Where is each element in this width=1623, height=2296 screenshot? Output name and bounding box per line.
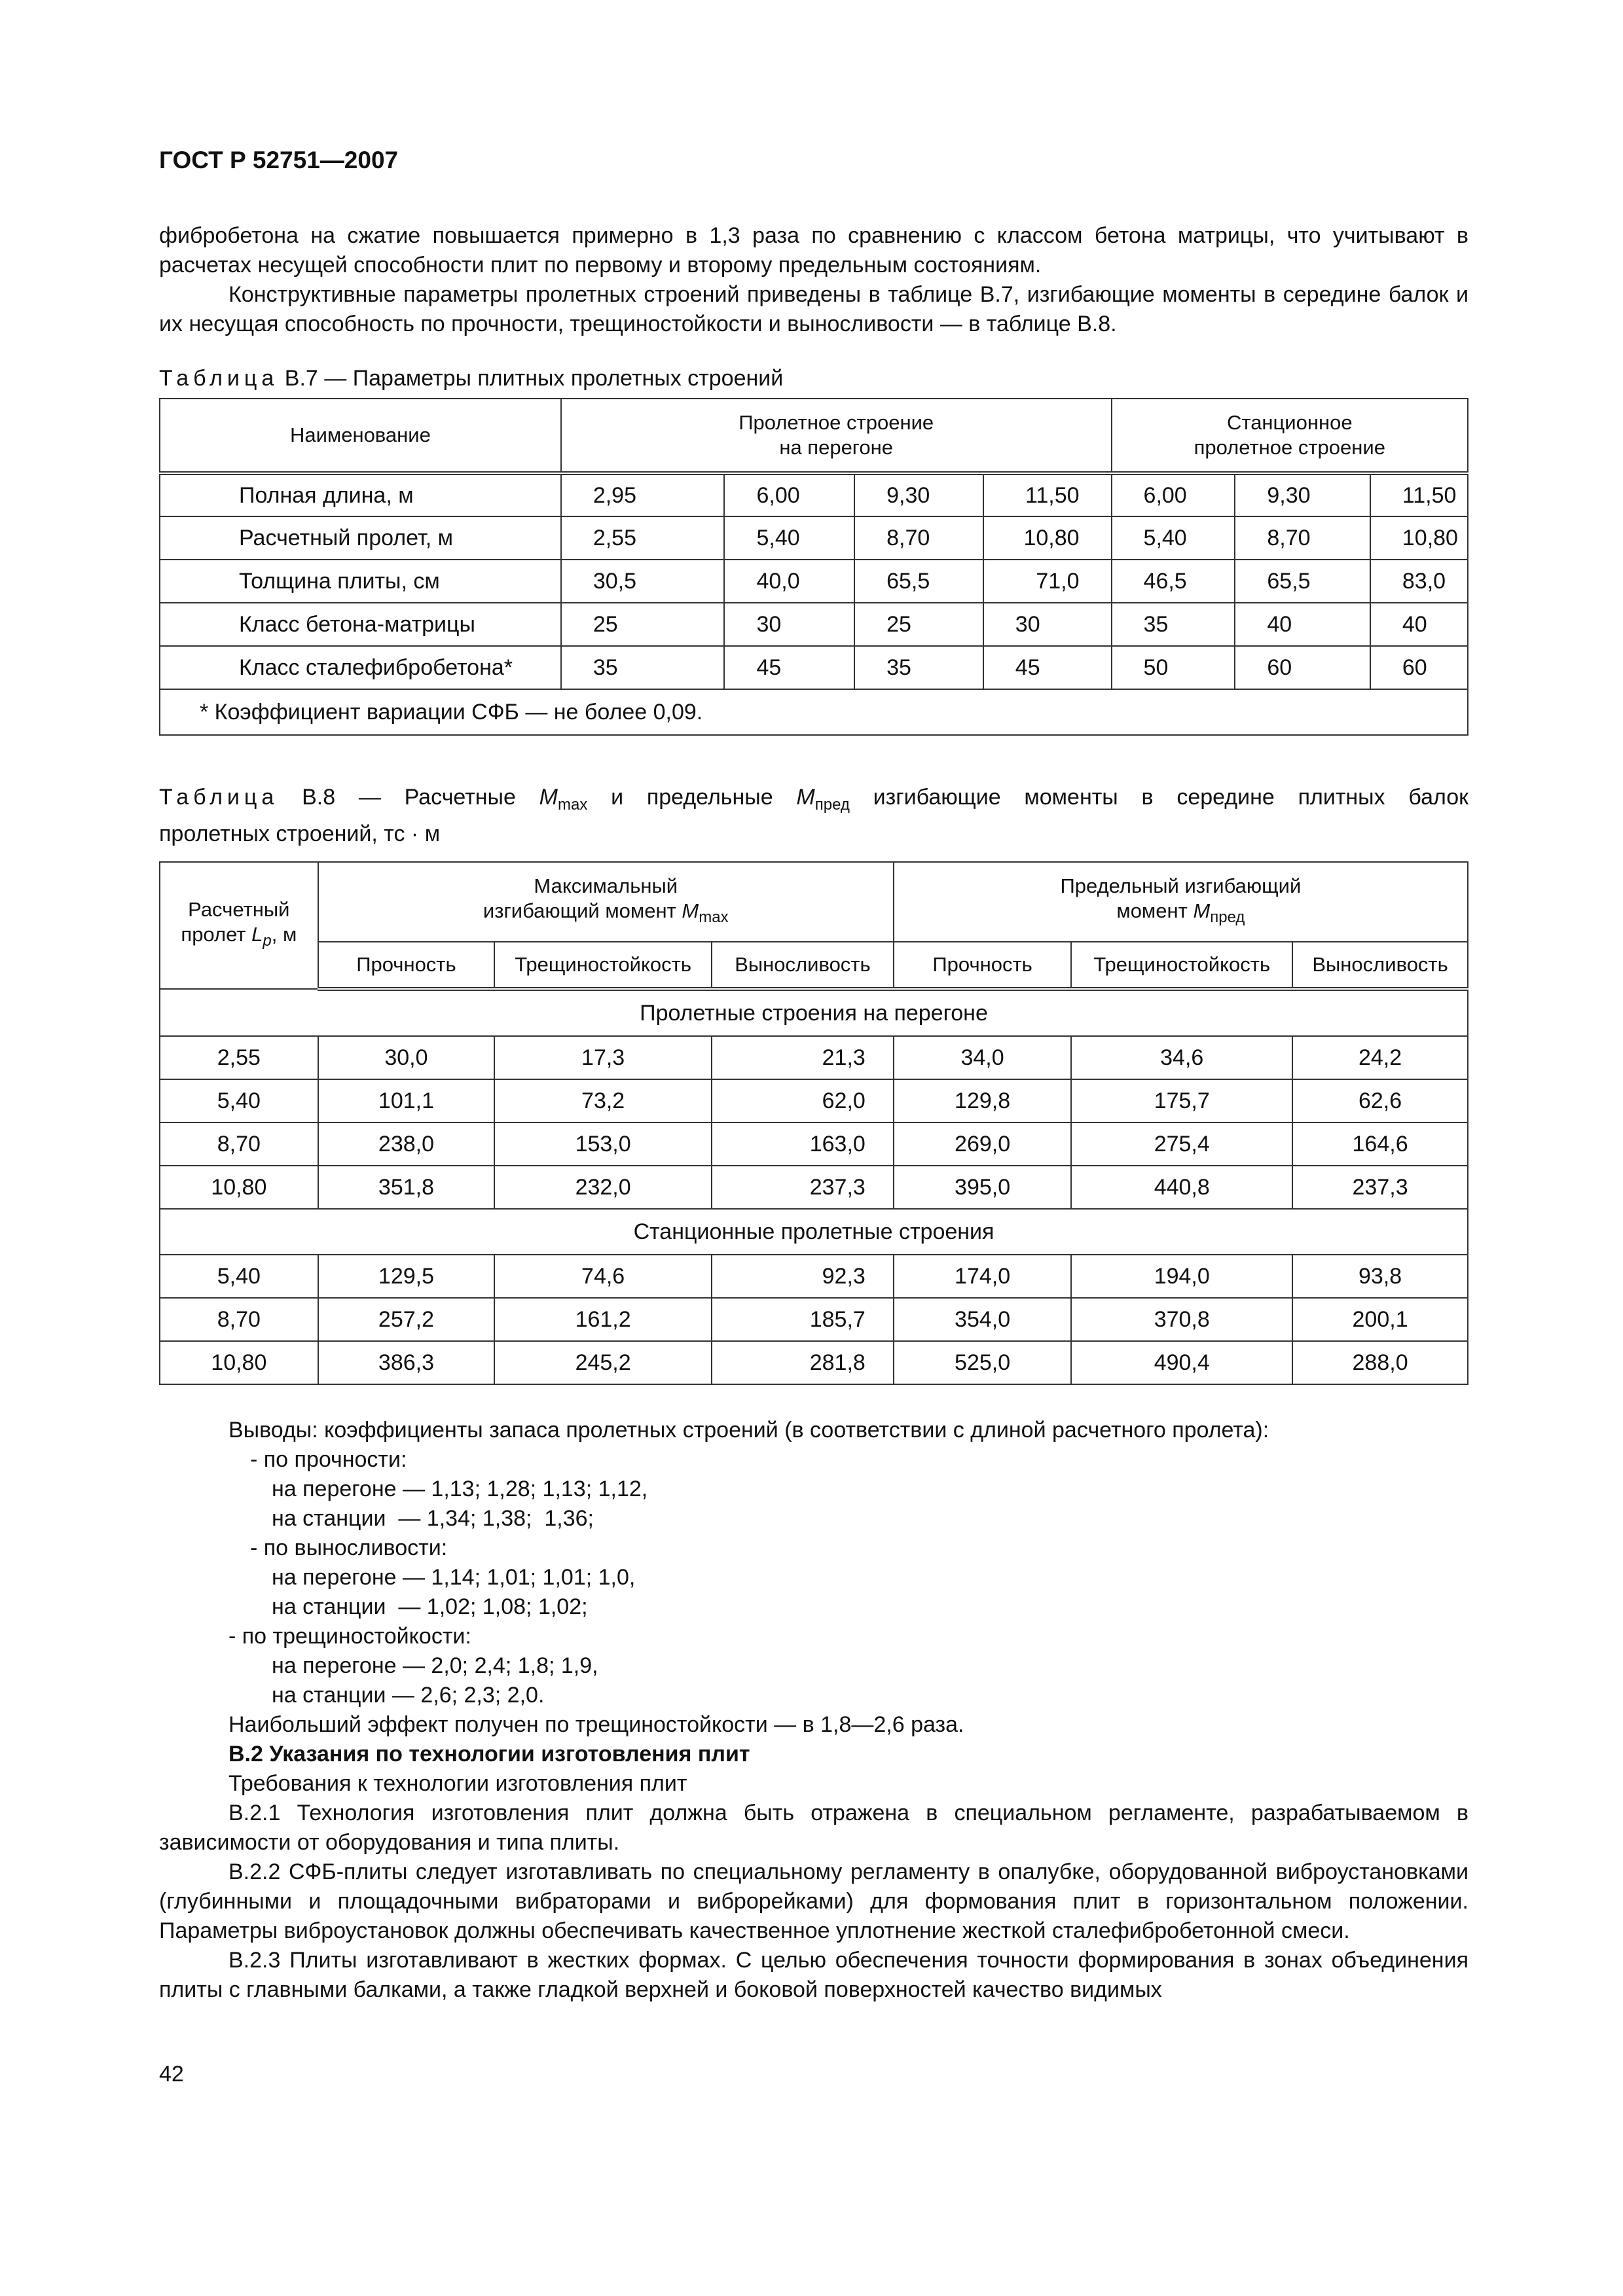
symbol-m: M [1193, 899, 1211, 922]
table-cell: 21,3 [712, 1036, 894, 1079]
symbol-l: L [251, 922, 263, 946]
table-cell: 34,6 [1071, 1036, 1292, 1079]
header-text: пролет [181, 922, 246, 946]
table-cell: 40,0 [724, 560, 854, 603]
table-cell: 93,8 [1292, 1255, 1468, 1298]
symbol-m: M [796, 785, 815, 810]
table7-caption [159, 364, 783, 393]
table-cell: 2,55 [160, 1036, 318, 1079]
table-cell: 525,0 [894, 1341, 1072, 1384]
table-cell: 8,70 [854, 516, 983, 560]
section-title: Пролетные строения на перегоне [160, 989, 1468, 1036]
table-cell: 65,5 [1235, 560, 1370, 603]
table8-caption-c: изгибающие моменты в середине плитных балок [873, 785, 1468, 810]
conclusion-line: на станции — 1,34; 1,38; 1,36; [272, 1506, 594, 1531]
table-cell: 50 [1112, 646, 1235, 689]
table-cell: 194,0 [1071, 1255, 1292, 1298]
table-cell: 6,00 [724, 473, 854, 516]
table-cell: 200,1 [1292, 1298, 1468, 1341]
page-number: 42 [159, 2062, 184, 2087]
table-cell: 11,50 [1370, 473, 1468, 516]
conclusions [159, 1416, 1468, 1740]
table8 [159, 861, 1468, 1385]
table7-header-span-line1: Пролетное строение [739, 411, 934, 434]
section-row [160, 989, 1468, 1036]
section-title: Станционные пролетные строения [160, 1209, 1468, 1255]
column-header: Трещиностойкость [1071, 942, 1292, 989]
table7 [159, 398, 1468, 736]
table7-header-station-line1: Станционное [1226, 411, 1353, 434]
table-cell: 281,8 [712, 1341, 894, 1384]
table8-caption [159, 783, 1468, 849]
intro-paragraph-2: Конструктивные параметры пролетных строений приведены в таблице В.7, изгибающие моменты в середине балок и их несущая способность по прочности, трещиностойкости и выносливости — в таблице В.8. [159, 282, 1468, 336]
table8-caption-line1 [159, 783, 1468, 819]
table-cell: 30 [983, 603, 1112, 646]
table-cell: 92,3 [712, 1255, 894, 1298]
table-cell: 5,40 [1112, 516, 1235, 560]
header-text: Максимальный [534, 874, 678, 897]
header-text: изгибающий момент [483, 899, 676, 922]
table-cell: 45 [724, 646, 854, 689]
table-cell: 8,70 [160, 1298, 318, 1341]
document-header: ГОСТ Р 52751—2007 [159, 147, 399, 173]
table7-row-name: Толщина плиты, см [160, 560, 561, 603]
conclusion-line: на станции — 2,6; 2,3; 2,0. [272, 1683, 545, 1708]
table-cell: 440,8 [1071, 1166, 1292, 1209]
table-cell: 386,3 [318, 1341, 495, 1384]
table-row [160, 1341, 1468, 1384]
section-b2-subtitle: Требования к технологии изготовления плит [228, 1771, 687, 1796]
table8-header-row-2 [160, 942, 1468, 989]
table7-footnote: * Коэффициент вариации СФБ — не более 0,09. [160, 689, 1468, 735]
conclusion-line: на перегоне — 2,0; 2,4; 1,8; 1,9, [272, 1653, 598, 1678]
section-b2-title: В.2 Указания по технологии изготовления плит [228, 1742, 750, 1767]
column-header: Прочность [894, 942, 1072, 989]
subscript-max: max [699, 908, 729, 927]
column-header: Прочность [318, 942, 495, 989]
table7-header-span-line2: на перегоне [779, 436, 894, 459]
table-cell: 10,80 [160, 1166, 318, 1209]
paragraph-b23: В.2.3 Плиты изготавливают в жестких формах. С целью обеспечения точности формирования в зонах объединения плиты с главными балками, а также гладкой верхней и боковой поверхностей качество видимых [159, 1948, 1468, 2002]
table-cell: 8,70 [160, 1122, 318, 1166]
table-cell: 60 [1370, 646, 1468, 689]
table8-header-row-1 [160, 862, 1468, 942]
table-cell: 257,2 [318, 1298, 495, 1341]
table-cell: 62,0 [712, 1079, 894, 1122]
table8-caption-word: Таблица [159, 785, 279, 810]
table-cell: 62,6 [1292, 1079, 1468, 1122]
table7-header-station [1112, 399, 1468, 473]
header-text: Расчетный [188, 897, 290, 921]
table7-caption-word: Таблица [159, 366, 279, 391]
subscript-pred: пред [814, 795, 850, 814]
table-cell: 5,40 [160, 1255, 318, 1298]
conclusion-line: - по выносливости: [250, 1535, 448, 1560]
table-cell: 237,3 [1292, 1166, 1468, 1209]
table-cell: 30,0 [318, 1036, 495, 1079]
table-cell: 83,0 [1370, 560, 1468, 603]
table8-header-max [318, 862, 894, 942]
table-cell: 269,0 [894, 1122, 1072, 1166]
table-row [160, 1255, 1468, 1298]
table-cell: 6,00 [1112, 473, 1235, 516]
table7-row-name: Расчетный пролет, м [160, 516, 561, 560]
table8-caption-line2: пролетных строений, тс · м [159, 821, 441, 846]
table-cell: 35 [1112, 603, 1235, 646]
table-cell: 185,7 [712, 1298, 894, 1341]
table-cell: 71,0 [983, 560, 1112, 603]
table-cell: 17,3 [494, 1036, 712, 1079]
table8-caption-a: В.8 — Расчетные [302, 785, 516, 810]
section-row [160, 1209, 1468, 1255]
table-cell: 351,8 [318, 1166, 495, 1209]
table-cell: 65,5 [854, 560, 983, 603]
table-cell: 5,40 [724, 516, 854, 560]
header-text: , м [271, 922, 297, 946]
table-row [160, 473, 1468, 516]
table8-caption-b: и предельные [611, 785, 773, 810]
column-header: Выносливость [1292, 942, 1468, 989]
table-cell: 8,70 [1235, 516, 1370, 560]
column-header: Трещиностойкость [494, 942, 712, 989]
table-cell: 35 [561, 646, 725, 689]
section-b2 [159, 1740, 1468, 2005]
table-cell: 9,30 [1235, 473, 1370, 516]
table-cell: 45 [983, 646, 1112, 689]
table-cell: 232,0 [494, 1166, 712, 1209]
column-header: Выносливость [712, 942, 894, 989]
table-cell: 354,0 [894, 1298, 1072, 1341]
table-cell: 101,1 [318, 1079, 495, 1122]
table-cell: 175,7 [1071, 1079, 1292, 1122]
table-cell: 288,0 [1292, 1341, 1468, 1384]
table-cell: 163,0 [712, 1122, 894, 1166]
table-cell: 129,8 [894, 1079, 1072, 1122]
conclusion-line: на перегоне — 1,14; 1,01; 1,01; 1,0, [272, 1565, 636, 1590]
conclusion-line: - по прочности: [250, 1447, 407, 1472]
table7-header-span [561, 399, 1112, 473]
table7-caption-text: В.7 — Параметры плитных пролетных строений [284, 366, 784, 391]
table-row [160, 516, 1468, 560]
table-cell: 9,30 [854, 473, 983, 516]
conclusion-line: Выводы: коэффициенты запаса пролетных строений (в соответствии с длиной расчетного пролета): [228, 1418, 1269, 1443]
table-cell: 34,0 [894, 1036, 1072, 1079]
table-cell: 238,0 [318, 1122, 495, 1166]
table8-header-pred [894, 862, 1468, 942]
table-cell: 2,55 [561, 516, 725, 560]
table-cell: 395,0 [894, 1166, 1072, 1209]
table-cell: 35 [854, 646, 983, 689]
table-row [160, 1298, 1468, 1341]
table-cell: 40 [1235, 603, 1370, 646]
table7-header-row [160, 399, 1468, 473]
table-cell: 46,5 [1112, 560, 1235, 603]
header-text: момент [1116, 899, 1188, 922]
table-cell: 164,6 [1292, 1122, 1468, 1166]
table-row [160, 1122, 1468, 1166]
table-cell: 174,0 [894, 1255, 1072, 1298]
subscript-max: max [558, 795, 588, 814]
table-cell: 490,4 [1071, 1341, 1292, 1384]
table-row [160, 1166, 1468, 1209]
table-cell: 10,80 [983, 516, 1112, 560]
table-cell: 25 [561, 603, 725, 646]
conclusion-line: на станции — 1,02; 1,08; 1,02; [272, 1594, 588, 1619]
table-cell: 25 [854, 603, 983, 646]
table-cell: 5,40 [160, 1079, 318, 1122]
table7-header-station-line2: пролетное строение [1194, 436, 1385, 459]
table-cell: 30 [724, 603, 854, 646]
table-cell: 153,0 [494, 1122, 712, 1166]
table-cell: 24,2 [1292, 1036, 1468, 1079]
table7-row-name: Класс сталефибробетона* [160, 646, 561, 689]
table-cell: 10,80 [1370, 516, 1468, 560]
table7-row-name: Класс бетона-матрицы [160, 603, 561, 646]
paragraph-b22: В.2.2 СФБ-плиты следует изготавливать по специальному регламенту в опалубке, оборудованной виброустановками (глубинными и площадочными вибраторами и виброрейками) для формования плит в горизонтальном положении. Параметры виброустановок должны обеспечивать качественное уплотнение жесткой сталефибробетонной смеси. [159, 1859, 1468, 1943]
table-cell: 40 [1370, 603, 1468, 646]
table-cell: 30,5 [561, 560, 725, 603]
symbol-m: M [682, 899, 699, 922]
conclusion-line: на перегоне — 1,13; 1,28; 1,13; 1,12, [272, 1477, 648, 1501]
table-row [160, 1079, 1468, 1122]
table-cell: 60 [1235, 646, 1370, 689]
intro-paragraph-1: фибробетона на сжатие повышается примерно в 1,3 раза по сравнению с классом бетона матрицы, что учитывают в расчетах несущей способности плит по первому и второму предельным состояниям. [159, 223, 1468, 278]
table-cell: 10,80 [160, 1341, 318, 1384]
table-cell: 237,3 [712, 1166, 894, 1209]
conclusion-line: Наибольший эффект получен по трещиностойкости — в 1,8—2,6 раза. [228, 1712, 964, 1737]
table-cell: 2,95 [561, 473, 725, 516]
table-row [160, 646, 1468, 689]
table-cell: 275,4 [1071, 1122, 1292, 1166]
symbol-m: M [539, 785, 558, 810]
table-cell: 129,5 [318, 1255, 495, 1298]
table7-row-name: Полная длина, м [160, 473, 561, 516]
table-cell: 161,2 [494, 1298, 712, 1341]
table7-footnote-row [160, 689, 1468, 735]
table-cell: 73,2 [494, 1079, 712, 1122]
table8-header-span [160, 862, 318, 989]
table-cell: 370,8 [1071, 1298, 1292, 1341]
table7-header-name: Наименование [160, 399, 561, 473]
table-cell: 245,2 [494, 1341, 712, 1384]
conclusion-line: - по трещиностойкости: [228, 1624, 471, 1649]
subscript-p: р [263, 932, 272, 950]
table-row [160, 560, 1468, 603]
table-cell: 74,6 [494, 1255, 712, 1298]
table-row [160, 603, 1468, 646]
paragraph-b21: В.2.1 Технология изготовления плит должна быть отражена в специальном регламенте, разрабатываемом в зависимости от оборудования и типа плиты. [159, 1801, 1468, 1855]
intro-text [159, 221, 1468, 339]
subscript-pred: пред [1210, 908, 1245, 927]
table-row [160, 1036, 1468, 1079]
table-cell: 11,50 [983, 473, 1112, 516]
header-text: Предельный изгибающий [1060, 874, 1302, 897]
